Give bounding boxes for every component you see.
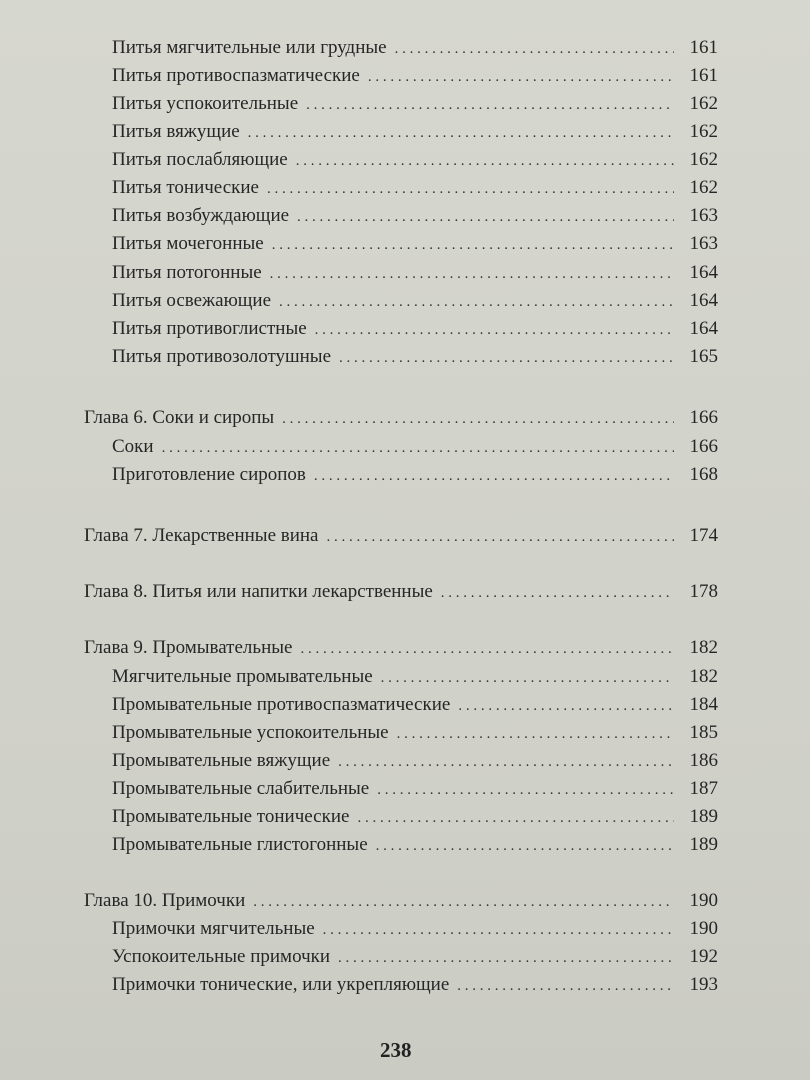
dot-leader bbox=[253, 887, 674, 917]
toc-entry-page-number: 165 bbox=[689, 346, 718, 367]
toc-entry-title: Питья противоспазматические bbox=[112, 65, 360, 86]
toc-entry-page-number: 164 bbox=[689, 290, 718, 311]
toc-entry-title: Питья мягчительные или грудные bbox=[112, 37, 387, 58]
toc-entry-page-number: 162 bbox=[689, 93, 718, 114]
dot-leader bbox=[248, 118, 674, 148]
toc-entry-title: Питья противоглистные bbox=[112, 318, 307, 339]
toc-section-entry bbox=[112, 314, 718, 344]
toc-entry-title: Примочки тонические, или укрепляющие bbox=[112, 974, 450, 995]
toc-chapter-entry bbox=[84, 886, 718, 916]
dot-leader bbox=[458, 691, 674, 721]
toc-entry-page-number: 166 bbox=[689, 436, 718, 457]
toc-section-entry bbox=[112, 229, 718, 259]
dot-leader bbox=[395, 34, 674, 64]
toc-entry-title: Приготовление сиропов bbox=[112, 464, 306, 485]
toc-section-entry bbox=[112, 342, 718, 372]
toc-entry-page-number: 182 bbox=[689, 666, 718, 687]
toc-entry-title: Мягчительные промывательные bbox=[112, 666, 373, 687]
dot-leader bbox=[441, 578, 674, 608]
toc-entry-page-number: 161 bbox=[689, 65, 718, 86]
toc-entry-title: Глава 10. Примочки bbox=[84, 890, 246, 911]
toc-entry-page-number: 174 bbox=[689, 525, 718, 546]
dot-leader bbox=[381, 663, 674, 693]
dot-leader bbox=[315, 315, 674, 345]
toc-entry-title: Питья потогонные bbox=[112, 262, 262, 283]
dot-leader bbox=[267, 174, 674, 204]
toc-entry-page-number: 164 bbox=[689, 262, 718, 283]
toc-entry-title: Питья послабляющие bbox=[112, 149, 288, 170]
toc-entry-title: Питья противозолотушные bbox=[112, 346, 332, 367]
toc-entry-page-number: 164 bbox=[689, 318, 718, 339]
toc-section-entry bbox=[112, 201, 718, 231]
toc-section-entry bbox=[112, 258, 718, 288]
toc-entry-page-number: 182 bbox=[689, 637, 718, 658]
toc-section-entry bbox=[112, 774, 718, 804]
toc-entry-page-number: 186 bbox=[689, 750, 718, 771]
toc-entry-title: Промывательные тонические bbox=[112, 806, 350, 827]
toc-entry-page-number: 187 bbox=[689, 778, 718, 799]
toc-entry-title: Промывательные противоспазматические bbox=[112, 694, 451, 715]
toc-entry-page-number: 162 bbox=[689, 177, 718, 198]
toc-section-entry bbox=[112, 802, 718, 832]
toc-entry-title: Питья успокоительные bbox=[112, 93, 299, 114]
toc-entry-page-number: 178 bbox=[689, 581, 718, 602]
toc-entry-title: Промывательные вяжущие bbox=[112, 750, 331, 771]
toc-entry-title: Промывательные глистогонные bbox=[112, 834, 368, 855]
toc-section-entry bbox=[112, 89, 718, 119]
toc-entry-title: Глава 9. Промывательные bbox=[84, 637, 293, 658]
toc-section-entry bbox=[112, 460, 718, 490]
toc-section-entry bbox=[112, 662, 718, 692]
dot-leader bbox=[377, 775, 674, 805]
dot-leader bbox=[270, 259, 674, 289]
toc-entry-title: Успокоительные примочки bbox=[112, 946, 331, 967]
toc-chapter-entry bbox=[84, 403, 718, 433]
toc-chapter-entry bbox=[84, 633, 718, 663]
toc-entry-page-number: 168 bbox=[689, 464, 718, 485]
toc-entry-page-number: 184 bbox=[689, 694, 718, 715]
dot-leader bbox=[306, 90, 674, 120]
toc-section-entry bbox=[112, 145, 718, 175]
toc-entry-title: Питья возбуждающие bbox=[112, 205, 290, 226]
toc-entry-title: Питья вяжущие bbox=[112, 121, 240, 142]
dot-leader bbox=[314, 461, 674, 491]
toc-entry-page-number: 163 bbox=[689, 205, 718, 226]
toc-entry-page-number: 161 bbox=[689, 37, 718, 58]
dot-leader bbox=[327, 522, 675, 552]
toc-entry-title: Примочки мягчительные bbox=[112, 918, 315, 939]
dot-leader bbox=[296, 146, 674, 176]
toc-entry-title: Глава 7. Лекарственные вина bbox=[84, 525, 319, 546]
toc-entry-page-number: 193 bbox=[689, 974, 718, 995]
toc-entry-page-number: 190 bbox=[689, 918, 718, 939]
toc-entry-page-number: 189 bbox=[689, 806, 718, 827]
toc-section-entry bbox=[112, 746, 718, 776]
toc-entry-page-number: 162 bbox=[689, 121, 718, 142]
toc-chapter-entry bbox=[84, 521, 718, 551]
toc-entry-title: Питья освежающие bbox=[112, 290, 272, 311]
toc-entry-title: Промывательные слабительные bbox=[112, 778, 370, 799]
dot-leader bbox=[162, 433, 674, 463]
toc-entry-title: Глава 6. Соки и сиропы bbox=[84, 407, 275, 428]
dot-leader bbox=[297, 202, 674, 232]
toc-entry-page-number: 189 bbox=[689, 834, 718, 855]
toc-section-entry bbox=[112, 61, 718, 91]
dot-leader bbox=[282, 404, 674, 434]
toc-entry-page-number: 190 bbox=[689, 890, 718, 911]
dot-leader bbox=[300, 634, 674, 664]
toc-section-entry bbox=[112, 33, 718, 63]
toc-entry-page-number: 163 bbox=[689, 233, 718, 254]
dot-leader bbox=[279, 287, 674, 317]
toc-entry-title: Глава 8. Питья или напитки лекарственные bbox=[84, 581, 433, 602]
toc-section-entry bbox=[112, 690, 718, 720]
toc-entry-page-number: 192 bbox=[689, 946, 718, 967]
dot-leader bbox=[397, 719, 674, 749]
toc-entry-title: Питья тонические bbox=[112, 177, 259, 198]
dot-leader bbox=[376, 831, 674, 861]
toc-entry-page-number: 162 bbox=[689, 149, 718, 170]
toc-entry-title: Соки bbox=[112, 436, 154, 457]
toc-chapter-entry bbox=[84, 577, 718, 607]
toc-section-entry bbox=[112, 117, 718, 147]
toc-section-entry bbox=[112, 173, 718, 203]
toc-section-entry bbox=[112, 286, 718, 316]
toc-section-entry bbox=[112, 432, 718, 462]
dot-leader bbox=[272, 230, 674, 260]
dot-leader bbox=[339, 343, 674, 373]
toc-section-entry bbox=[112, 970, 718, 1000]
toc-section-entry bbox=[112, 914, 718, 944]
toc-entry-title: Промывательные успокоительные bbox=[112, 722, 389, 743]
toc-entry-page-number: 185 bbox=[689, 722, 718, 743]
page-number: 238 bbox=[380, 1038, 412, 1062]
toc-section-entry bbox=[112, 830, 718, 860]
toc-entry-title: Питья мочегонные bbox=[112, 233, 264, 254]
toc-entry-page-number: 166 bbox=[689, 407, 718, 428]
toc-section-entry bbox=[112, 718, 718, 748]
dot-leader bbox=[368, 62, 674, 92]
dot-leader bbox=[338, 747, 674, 777]
toc-section-entry bbox=[112, 942, 718, 972]
dot-leader bbox=[338, 943, 674, 973]
dot-leader bbox=[357, 803, 674, 833]
dot-leader bbox=[457, 971, 674, 1001]
dot-leader bbox=[323, 915, 674, 945]
